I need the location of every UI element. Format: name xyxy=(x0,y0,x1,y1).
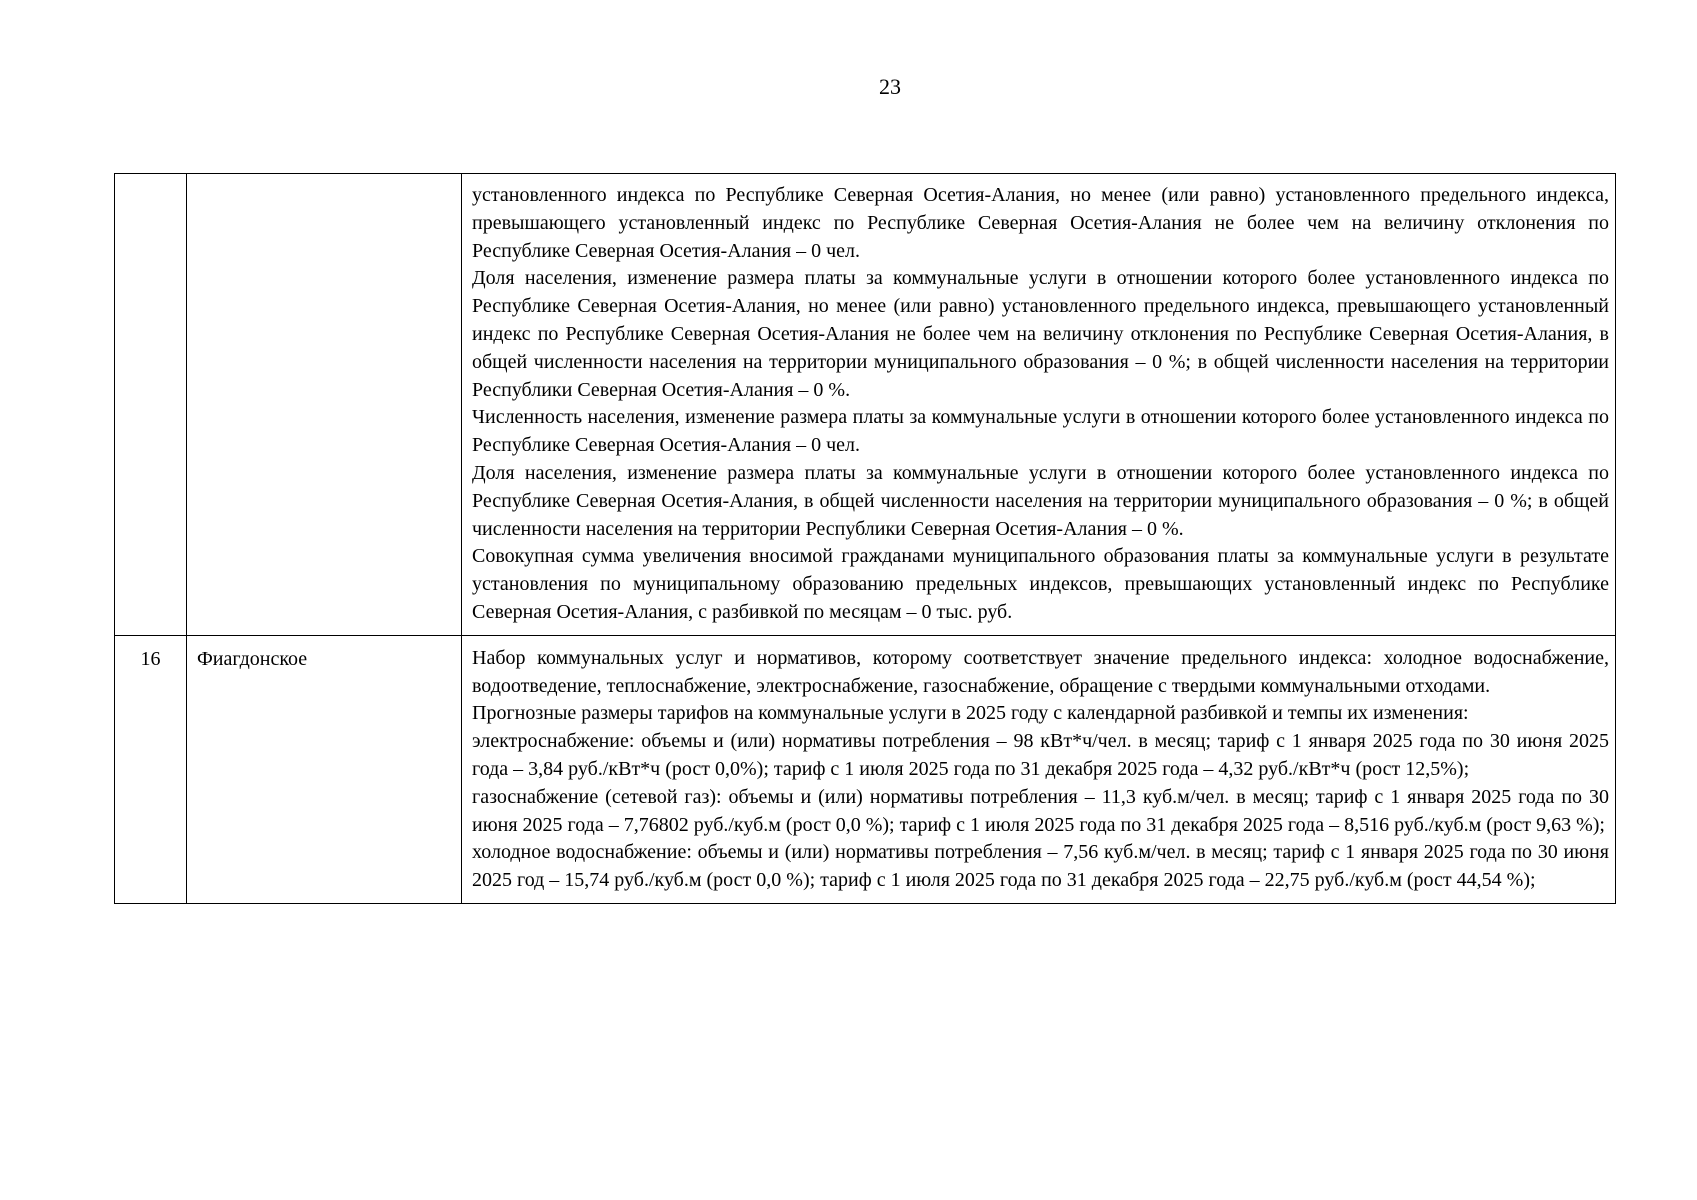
table-row xyxy=(115,635,1616,903)
paragraph: электроснабжение: объемы и (или) нормативы потребления – 98 кВт*ч/чел. в месяц; тариф с 1 января 2025 года по 30 июня 2025 года – 3,84 руб./кВт*ч (рост 0,0%); тариф с 1 июля 2025 года по 31 декабря 2025 года – 4,32 руб./кВт*ч (рост 12,5%); xyxy=(472,730,1609,780)
municipality-name-cell: Фиагдонское xyxy=(187,635,462,903)
municipality-name-cell xyxy=(187,174,462,636)
page-number: 23 xyxy=(879,74,901,99)
paragraph: Совокупная сумма увеличения вносимой гражданами муниципального образования платы за коммунальные услуги в результате установления по муниципальному образованию предельных индексов, превышающих установленный индекс по Республике Северная Осетия-Алания, с разбивкой по месяцам – 0 тыс. руб. xyxy=(472,545,1609,623)
row-number-cell xyxy=(115,174,187,636)
paragraph: Набор коммунальных услуг и нормативов, которому соответствует значение предельного индекса: холодное водоснабжение, водоотведение, теплоснабжение, электроснабжение, газоснабжение, обращение с твердыми коммунальными отходами. xyxy=(472,646,1609,697)
paragraph: установленного индекса по Республике Северная Осетия-Алания, но менее (или равно) установленного предельного индекса, превышающего установленный индекс по Республике Северная Осетия-Алания не более чем на величину отклонения по Республике Северная Осетия-Алания – 0 чел. xyxy=(472,184,1609,262)
paragraph: холодное водоснабжение: объемы и (или) нормативы потребления – 7,56 куб.м/чел. в месяц; тариф с 1 января 2025 года по 30 июня 2025 год – 15,74 руб./куб.м (рост 0,0 %); тариф с 1 июля 2025 года по 31 декабря 2025 года – 22,75 руб./куб.м (рост 44,54 %); xyxy=(472,841,1609,892)
paragraph: Доля населения, изменение размера платы за коммунальные услуги в отношении которого более установленного индекса по Республике Северная Осетия-Алания, но менее (или равно) установленного предельного индекса, превышающего установленный индекс по Республике Северная Осетия-Алания не более чем на величину отклонения по Республике Северная Осетия-Алания, в общей численности населения на территории муниципального образования – 0 %; в общей численности населения на территории Республики Северная Осетия-Алания – 0 %. xyxy=(472,267,1609,401)
paragraph: Доля населения, изменение размера платы за коммунальные услуги в отношении которого более установленного индекса по Республике Северная Осетия-Алания, в общей численности населения на территории муниципального образования – 0 %; в общей численности населения на территории Республики Северная Осетия-Алания – 0 %. xyxy=(472,461,1609,540)
description-cell xyxy=(462,174,1616,636)
row-number-cell: 16 xyxy=(115,635,187,903)
paragraph: Прогнозные размеры тарифов на коммунальные услуги в 2025 году с календарной разбивкой и темпы их изменения: xyxy=(472,702,1469,725)
paragraph: газоснабжение (сетевой газ): объемы и (или) нормативы потребления – 11,3 куб.м/чел. в месяц; тариф с 1 января 2025 года по 30 июня 2025 года – 7,76802 руб./куб.м (рост 0,0 %); тариф с 1 июля 2025 года по 31 декабря 2025 года – 8,516 руб./куб.м (рост 9,63 %); xyxy=(472,785,1609,836)
document-table xyxy=(114,173,1616,904)
description-cell xyxy=(462,635,1616,903)
paragraph: Численность населения, изменение размера платы за коммунальные услуги в отношении которого более установленного индекса по Республике Северная Осетия-Алания – 0 чел. xyxy=(472,406,1609,457)
table-row xyxy=(115,174,1616,636)
